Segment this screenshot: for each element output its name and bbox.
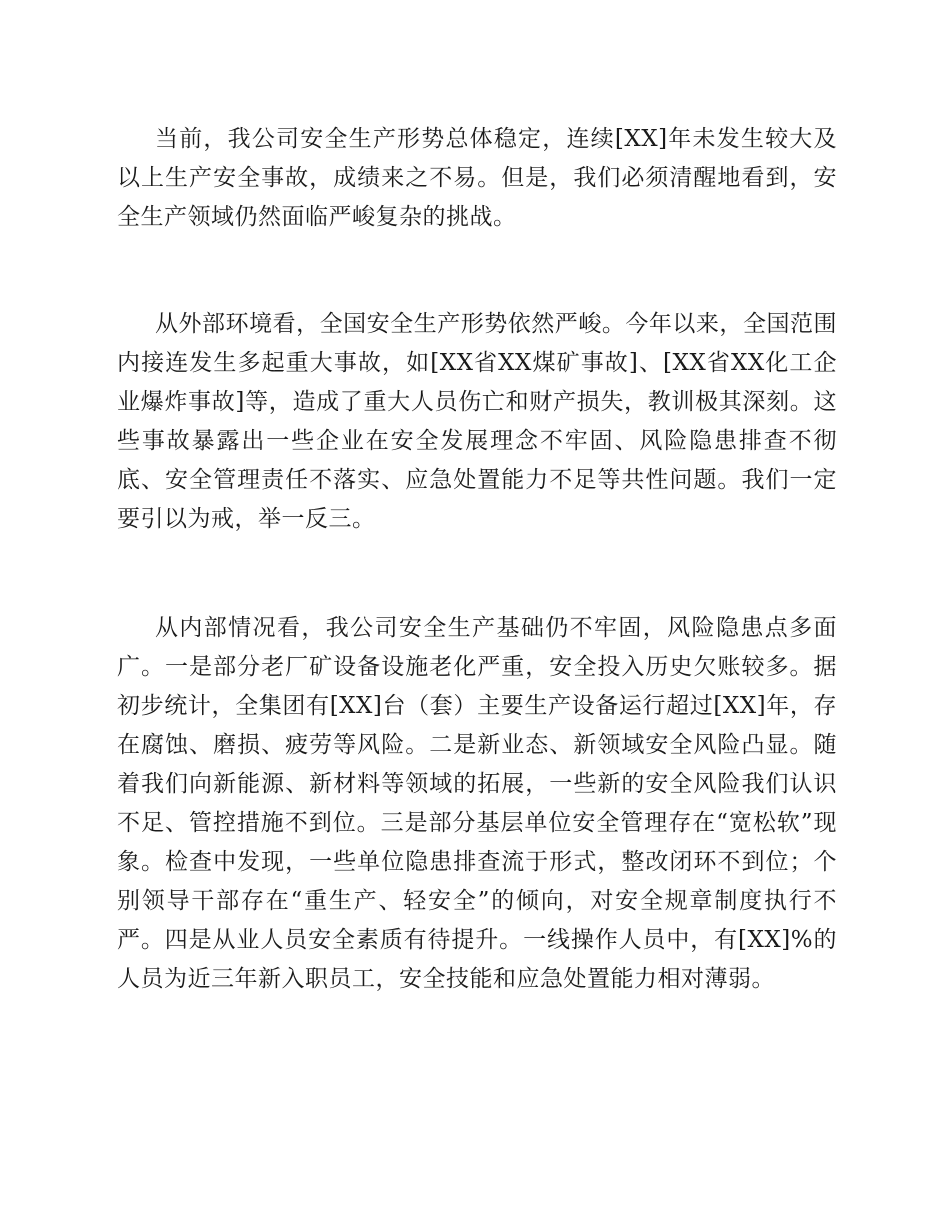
paragraph-internal-situation: 从内部情况看，我公司安全生产基础仍不牢固，风险隐患点多面广。一是部分老厂矿设备设施老化严重，安全投入历史欠账较多。据初步统计，全集团有[XX]台（套）主要生产设备运行超过[XX]年，存在腐蚀、磨损、疲劳等风险。二是新业态、新领域安全风险凸显。随着我们向新能源、新材料等领域的拓展，一些新的安全风险我们认识不足、管控措施不到位。三是部分基层单位安全管理存在“宽松软”现象。检查中发现，一些单位隐患排查流于形式，整改闭环不到位；个别领导干部存在“重生产、轻安全”的倾向，对安全规章制度执行不严。四是从业人员安全素质有待提升。一线操作人员中，有[XX]%的人员为近三年新入职员工，安全技能和应急处置能力相对薄弱。 [117, 615, 837, 992]
paragraph-external-environment: 从外部环境看，全国安全生产形势依然严峻。今年以来，全国范围内接连发生多起重大事故，如[XX省XX煤矿事故]、[XX省XX化工企业爆炸事故]等，造成了重大人员伤亡和财产损失，教训极其深刻。这些事故暴露出一些企业在安全发展理念不牢固、风险隐患排查不彻底、安全管理责任不落实、应急处置能力不足等共性问题。我们一定要引以为戒，举一反三。 [117, 311, 837, 532]
paragraph-current-situation: 当前，我公司安全生产形势总体稳定，连续[XX]年未发生较大及以上生产安全事故，成绩来之不易。但是，我们必须清醒地看到，安全生产领域仍然面临严峻复杂的挑战。 [117, 126, 837, 230]
